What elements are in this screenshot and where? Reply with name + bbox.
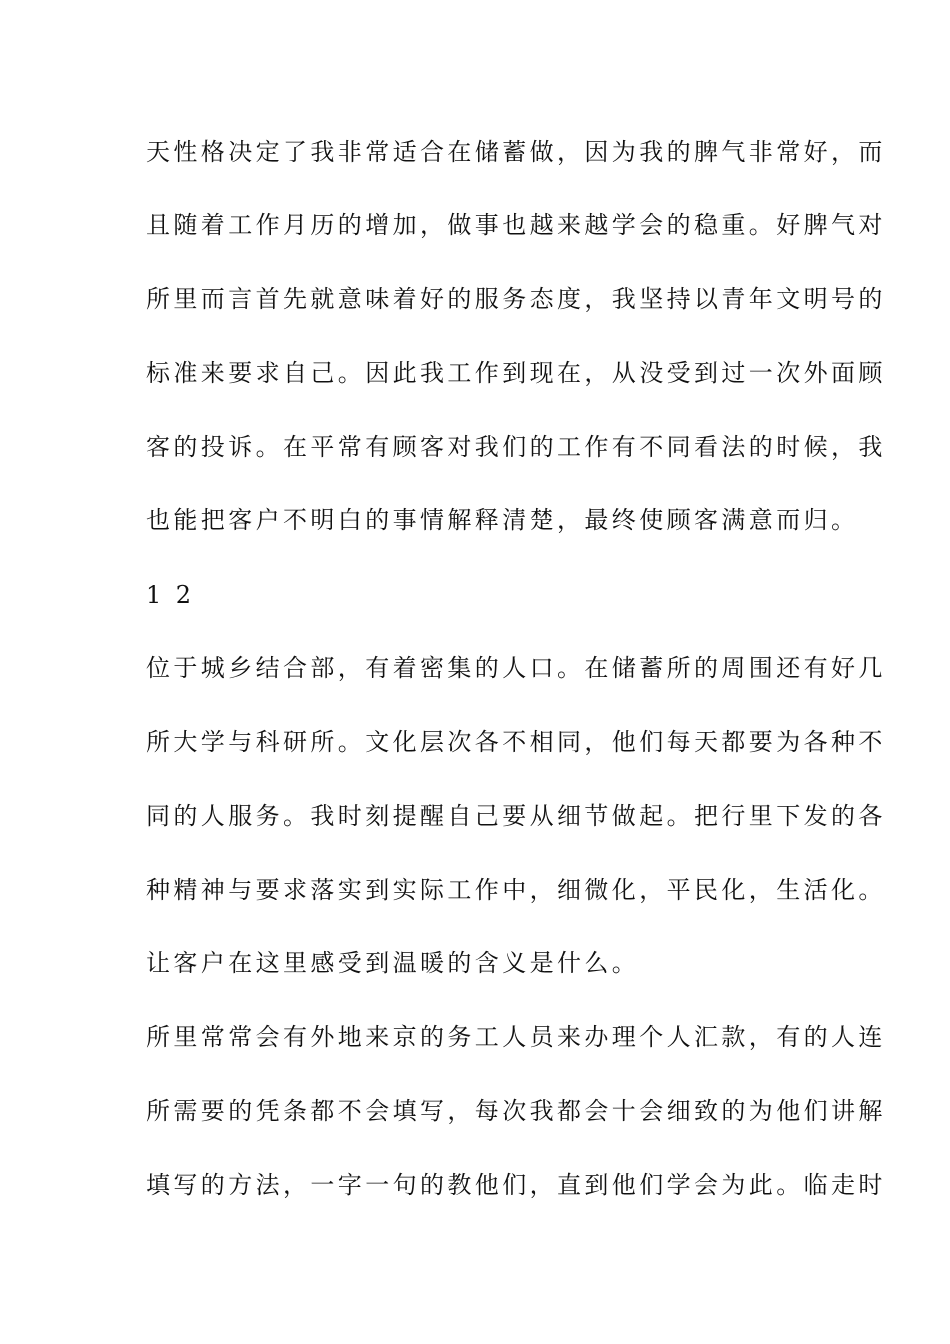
- text-line: 所需要的凭条都不会填写，每次我都会十会细致的为他们讲解: [146, 1097, 886, 1125]
- text-line: 填写的方法，一字一句的教他们，直到他们学会为此。临走时: [146, 1171, 886, 1199]
- text-line: 也能把客户不明白的事情解释清楚，最终使顾客满意而归。: [146, 506, 859, 534]
- text-line: 且随着工作月历的增加，做事也越来越学会的稳重。好脾气对: [146, 211, 886, 239]
- text-line: 位于城乡结合部，有着密集的人口。在储蓄所的周围还有好几: [146, 654, 886, 682]
- text-line: 所里而言首先就意味着好的服务态度，我坚持以青年文明号的: [146, 285, 886, 313]
- text-line: 客的投诉。在平常有顾客对我们的工作有不同看法的时候，我: [146, 433, 886, 461]
- text-line: 同的人服务。我时刻提醒自己要从细节做起。把行里下发的各: [146, 802, 886, 830]
- text-line: 所大学与科研所。文化层次各不相同，他们每天都要为各种不: [146, 728, 886, 756]
- text-line: 天性格决定了我非常适合在储蓄做，因为我的脾气非常好，而: [146, 138, 886, 166]
- text-line: 让客户在这里感受到温暖的含义是什么。: [146, 949, 640, 977]
- section-number: 1 2: [146, 581, 195, 609]
- text-line: 所里常常会有外地来京的务工人员来办理个人汇款，有的人连: [146, 1023, 886, 1051]
- text-line: 种精神与要求落实到实际工作中，细微化，平民化，生活化。: [146, 876, 886, 904]
- text-line: 标准来要求自己。因此我工作到现在，从没受到过一次外面顾: [146, 359, 886, 387]
